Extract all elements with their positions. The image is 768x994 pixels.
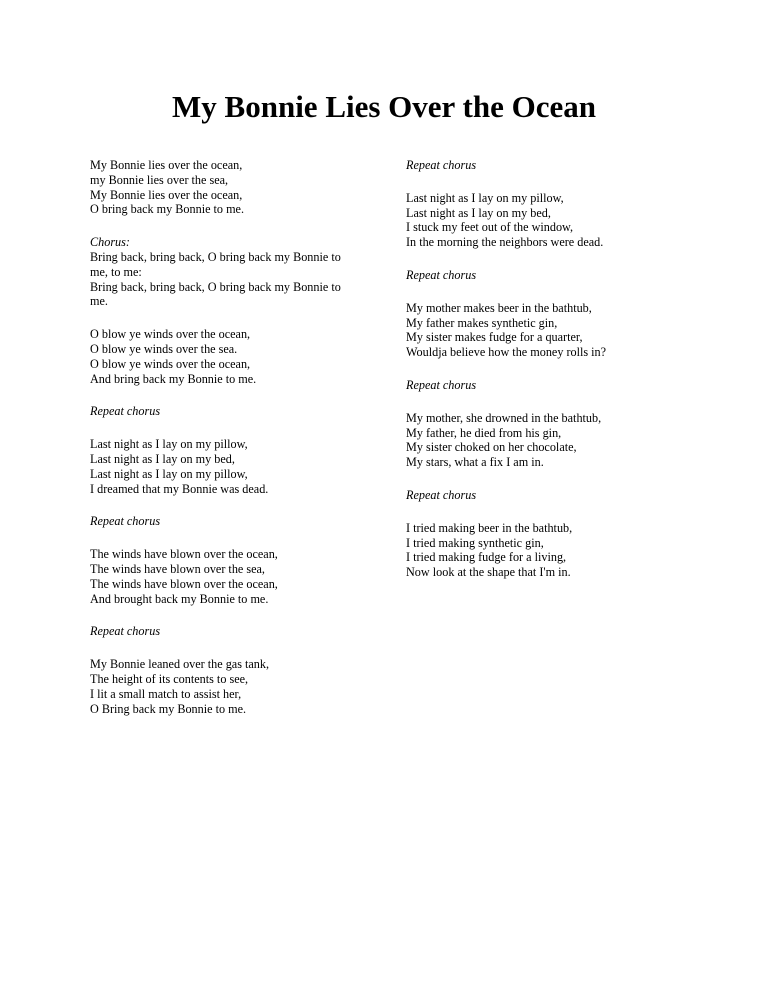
lyric-line: Now look at the shape that I'm in. [406,565,571,580]
lyric-line: O blow ye winds over the sea. [90,341,238,356]
lyric-line: I lit a small match to assist her, [90,686,242,701]
lyric-line: The winds have blown over the ocean, [90,547,278,562]
chorus-line: Bring back, bring back, O bring back my Bonnie to me, to me: [90,249,341,279]
lyric-line: And brought back my Bonnie to me. [90,591,269,606]
lyric-line: O blow ye winds over the ocean, [90,327,251,342]
lyric-line: I tried making synthetic gin, [406,535,544,550]
lyric-line: I dreamed that my Bonnie was dead. [90,481,269,496]
lyric-line: My Bonnie leaned over the gas tank, [90,657,270,672]
verse-8 [406,411,696,470]
lyric-line: Last night as I lay on my bed, [90,451,235,466]
lyric-line: Last night as I lay on my pillow, [406,190,564,205]
lyric-line: My Bonnie lies over the ocean, [90,187,243,202]
verse-3 [90,437,360,496]
verse-4 [90,547,360,606]
repeat-chorus-note: Repeat chorus [406,487,477,502]
lyric-line: My sister makes fudge for a quarter, [406,330,583,345]
lyric-line: My mother makes beer in the bathtub, [406,300,592,315]
chorus-heading: Chorus: [90,235,130,250]
verse-2 [90,327,360,386]
lyric-line: Wouldja believe how the money rolls in? [406,345,607,360]
verse-1 [90,158,360,217]
chorus [90,235,360,309]
lyric-line: Last night as I lay on my pillow, [90,437,248,452]
verse-5 [90,657,360,716]
verse-7 [406,301,696,360]
repeat-chorus-note: Repeat chorus [406,158,477,172]
lyric-line: I tried making fudge for a living, [406,550,567,565]
lyric-line: My Bonnie lies over the ocean, [90,158,243,172]
repeat-chorus-note: Repeat chorus [406,377,477,392]
lyric-line: My stars, what a fix I am in. [406,455,544,470]
verse-6 [406,191,696,250]
lyric-line: The height of its contents to see, [90,671,249,686]
lyric-line: My father, he died from his gin, [406,425,562,440]
lyric-line: I stuck my feet out of the window, [406,220,574,235]
lyric-line: O blow ye winds over the ocean, [90,356,251,371]
lyric-line: O bring back my Bonnie to me. [90,202,245,217]
chorus-line: Bring back, bring back, O bring back my Bonnie to me. [90,279,341,309]
lyric-line: My father makes synthetic gin, [406,315,558,330]
lyric-line: Last night as I lay on my pillow, [90,466,248,481]
repeat-chorus-note: Repeat chorus [90,514,161,529]
left-column [90,158,360,734]
verse-9 [406,521,696,580]
repeat-chorus-note: Repeat chorus [90,404,161,419]
lyric-line: I tried making beer in the bathtub, [406,520,573,535]
repeat-chorus-note: Repeat chorus [406,267,477,282]
lyric-line: My mother, she drowned in the bathtub, [406,410,602,425]
lyric-line: My sister choked on her chocolate, [406,440,577,455]
lyric-line: In the morning the neighbors were dead. [406,235,604,250]
page-title: My Bonnie Lies Over the Ocean [172,89,596,124]
lyric-line: The winds have blown over the ocean, [90,576,278,591]
lyric-line: my Bonnie lies over the sea, [90,172,229,187]
lyric-line: And bring back my Bonnie to me. [90,371,257,386]
right-column [406,158,696,598]
repeat-chorus-note: Repeat chorus [90,624,161,639]
lyric-line: The winds have blown over the sea, [90,561,265,576]
lyric-line: Last night as I lay on my bed, [406,205,551,220]
lyric-line: O Bring back my Bonnie to me. [90,701,247,716]
